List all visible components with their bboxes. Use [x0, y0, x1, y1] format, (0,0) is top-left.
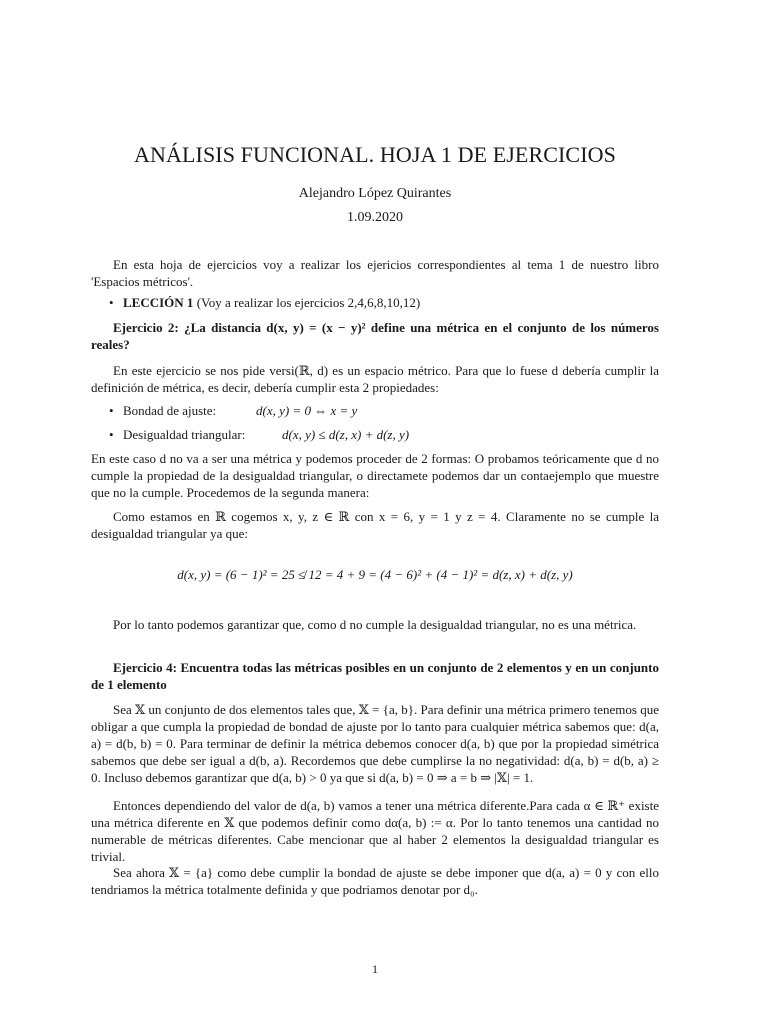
ejercicio-4-paragraph-1: Sea 𝕏 un conjunto de dos elementos tales que, 𝕏 = {a, b}. Para definir una métrica primero tenemos que obligar a que cumpla la propiedad de bondad de ajuste por lo tanto para cualquier métrica sabemos que: d(a, a) = d(b, b) = 0. Para terminar de definir la métrica debemos conocer d(a, b) que por la propiedad simétrica sabemos que debe ser igual a d(b, a). Recordemos que debe cumplirse la no negatividad: d(a, b) = d(b, a) ≥ 0. Incluso debemos garantizar que d(a, b) > 0 ya que si d(a, b) = 0 ⇒ a = b ⇒ |𝕏| = 1. [91, 702, 659, 785]
ejercicio-2-paragraph-3: Como estamos en ℝ cogemos x, y, z ∈ ℝ con x = 6, y = 1 y z = 4. Claramente no se cumple la desigualdad triangular ya que: [91, 509, 659, 541]
bullet-icon: • [109, 295, 114, 310]
property-2-label: Desigualdad triangular: [123, 427, 246, 442]
property-bullet-1 [109, 402, 649, 419]
ejercicio-2-heading: Ejercicio 2: ¿La distancia d(x, y) = (x − y)² define una métrica en el conjunto de los números reales? [91, 320, 659, 352]
document-title: ANÁLISIS FUNCIONAL. HOJA 1 DE EJERCICIOS [134, 142, 616, 167]
property-1-label: Bondad de ajuste: [123, 403, 217, 418]
ejercicio-4-heading: Ejercicio 4: Encuentra todas las métricas posibles en un conjunto de 2 elementos y en un conjunto de 1 elemento [91, 660, 659, 692]
bullet-icon: • [109, 403, 114, 418]
ejercicio-2-paragraph-2: En este caso d no va a ser una métrica y podemos proceder de 2 formas: O probamos teóricamente que d no cumple la propiedad de la desigualdad triangular, o directamete podemos dar un contaejemplo que muestre que no la cumple. Procedemos de la segunda manera: [91, 451, 659, 500]
document-author: Alejandro López Quirantes [298, 186, 452, 201]
property-2-formula: d(x, y) ≤ d(z, x) + d(z, y) [282, 427, 410, 442]
property-1-formula: d(x, y) = 0 ⇔ x = y [256, 403, 358, 418]
document-date: 1.09.2020 [347, 210, 403, 225]
counterexample-equation: d(x, y) = (6 − 1)² = 25 ≰ 12 = 4 + 9 = (4 − 6)² + (4 − 1)² = d(z, x) + d(z, y) [177, 567, 573, 582]
ejercicio-2-conclusion: Por lo tanto podemos garantizar que, como d no cumple la desigualdad triangular, no es una métrica. [113, 617, 637, 632]
property-bullet-2 [109, 426, 649, 443]
ejercicio-4-paragraph-2: Entonces dependiendo del valor de d(a, b) vamos a tener una métrica diferente.Para cada α ∈ ℝ⁺ existe una métrica diferente en 𝕏 que podemos definir como dα(a, b) := α. Por lo tanto tenemos una cantidad no numerable de métricas diferentes. Cabe mencionar que al haber 2 elementos la desigualdad triangular es trivial. [91, 798, 659, 864]
intro-paragraph: En esta hoja de ejercicios voy a realizar los ejericios correspondientes al tema 1 de nuestro libro 'Espacios métricos'. [91, 257, 659, 289]
bullet-icon: • [109, 427, 114, 442]
leccion-bullet [109, 294, 649, 311]
ejercicio-4-paragraph-3: Sea ahora 𝕏 = {a} como debe cumplir la bondad de ajuste se debe imponer que d(a, a) = 0 y con ello tendriamos la métrica totalmente definida y que podriamos denotar por d₀. [91, 865, 659, 897]
page-number: 1 [372, 962, 378, 976]
leccion-label: LECCIÓN 1 [123, 295, 194, 310]
leccion-note: (Voy a realizar los ejercicios 2,4,6,8,10,12) [196, 295, 421, 310]
ejercicio-2-paragraph-1: En este ejercicio se nos pide versi(ℝ, d) es un espacio métrico. Para que lo fuese d debería cumplir la definición de métrica, es decir, debería cumplir esta 2 propiedades: [91, 363, 659, 395]
